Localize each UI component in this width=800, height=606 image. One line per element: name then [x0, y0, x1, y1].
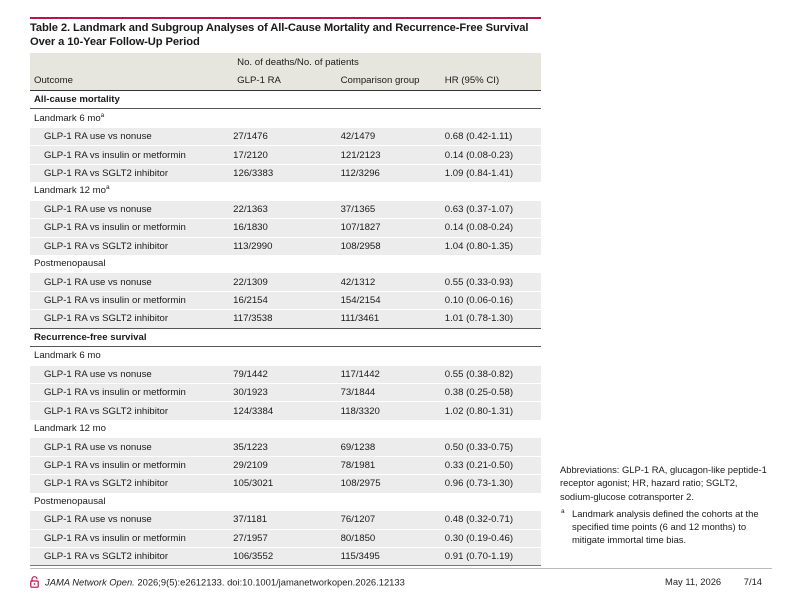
comparison-label: GLP-1 RA use vs nonuse — [30, 200, 233, 218]
comparison-label: GLP-1 RA vs insulin or metformin — [30, 456, 233, 474]
open-access-lock-icon — [30, 576, 39, 590]
comparison-label: GLP-1 RA vs SGLT2 inhibitor — [30, 475, 233, 493]
hazard-ratio-cell: 0.55 (0.38-0.82) — [445, 365, 541, 383]
table-title: Table 2. Landmark and Subgroup Analyses of All-Cause Mortality and Recurrence-Free Survival Over a 10-Year Follow-Up Period — [30, 22, 529, 48]
table-row — [30, 273, 541, 291]
hazard-ratio-cell: 0.63 (0.37-1.07) — [445, 200, 541, 218]
comparison-deaths-cell: 42/1312 — [341, 273, 445, 291]
comparison-deaths-cell: 108/2975 — [341, 475, 445, 493]
subgroup-label-text: Landmark 6 mo — [34, 350, 101, 362]
hazard-ratio-cell: 0.55 (0.33-0.93) — [445, 273, 541, 291]
publication-date: May 11, 2026 — [665, 576, 722, 587]
glp1-deaths-cell: 126/3383 — [233, 164, 340, 182]
comparison-label: GLP-1 RA vs insulin or metformin — [30, 529, 233, 547]
glp1-deaths-cell: 17/2120 — [233, 146, 340, 164]
glp1-deaths-cell: 27/1957 — [233, 529, 340, 547]
table-row — [30, 384, 541, 402]
table-row — [30, 547, 541, 565]
subgroup-header-row — [30, 182, 541, 200]
hazard-ratio-cell: 0.30 (0.19-0.46) — [445, 529, 541, 547]
comparison-label: GLP-1 RA use vs nonuse — [30, 273, 233, 291]
table-row — [30, 402, 541, 420]
table-notes — [560, 463, 772, 547]
hazard-ratio-cell: 0.38 (0.25-0.58) — [445, 384, 541, 402]
glp1-deaths-cell: 105/3021 — [233, 475, 340, 493]
hazard-ratio-cell: 0.96 (0.73-1.30) — [445, 475, 541, 493]
hazard-ratio-cell: 0.50 (0.33-0.75) — [445, 438, 541, 456]
comparison-label: GLP-1 RA vs SGLT2 inhibitor — [30, 237, 233, 255]
subgroup-header-row — [30, 347, 541, 365]
section-header-row — [30, 91, 541, 109]
column-header-comparison: Comparison group — [341, 70, 445, 91]
comparison-label: GLP-1 RA use vs nonuse — [30, 438, 233, 456]
glp1-deaths-cell: 37/1181 — [233, 511, 340, 529]
hazard-ratio-cell: 1.01 (0.78-1.30) — [445, 310, 541, 328]
table-row — [30, 164, 541, 182]
glp1-deaths-cell: 79/1442 — [233, 365, 340, 383]
hazard-ratio-cell: 0.68 (0.42-1.11) — [445, 127, 541, 145]
table-row — [30, 456, 541, 474]
footnote-a — [560, 507, 772, 547]
comparison-label: GLP-1 RA vs insulin or metformin — [30, 146, 233, 164]
comparison-label: GLP-1 RA use vs nonuse — [30, 511, 233, 529]
table-row — [30, 475, 541, 493]
deaths-patients-span-header: No. of deaths/No. of patients — [233, 53, 445, 70]
column-header-glp1: GLP-1 RA — [233, 70, 340, 91]
hazard-ratio-cell: 0.14 (0.08-0.23) — [445, 146, 541, 164]
subgroup-label-text: Landmark 6 mo — [34, 112, 101, 124]
subgroup-header-row — [30, 420, 541, 438]
title-accent-rule — [30, 17, 541, 19]
comparison-label: GLP-1 RA use vs nonuse — [30, 365, 233, 383]
comparison-deaths-cell: 108/2958 — [341, 237, 445, 255]
table-row — [30, 127, 541, 145]
comparison-deaths-cell: 154/2154 — [341, 291, 445, 309]
comparison-deaths-cell: 76/1207 — [341, 511, 445, 529]
footnote-superscript: a — [106, 184, 110, 192]
comparison-deaths-cell: 117/1442 — [341, 365, 445, 383]
comparison-deaths-cell: 107/1827 — [341, 219, 445, 237]
comparison-deaths-cell: 73/1844 — [341, 384, 445, 402]
page-footer — [30, 576, 772, 590]
subgroup-label — [30, 420, 541, 438]
comparison-deaths-cell: 80/1850 — [341, 529, 445, 547]
glp1-deaths-cell: 27/1476 — [233, 127, 340, 145]
comparison-deaths-cell: 112/3296 — [341, 164, 445, 182]
comparison-label: GLP-1 RA vs SGLT2 inhibitor — [30, 547, 233, 565]
glp1-deaths-cell: 106/3552 — [233, 547, 340, 565]
comparison-label: GLP-1 RA use vs nonuse — [30, 127, 233, 145]
subgroup-label-text: Postmenopausal — [34, 258, 106, 270]
comparison-label: GLP-1 RA vs SGLT2 inhibitor — [30, 310, 233, 328]
subgroup-label — [30, 347, 541, 365]
footnote-superscript: a — [100, 111, 105, 119]
subgroup-label — [30, 109, 541, 127]
subgroup-label — [30, 493, 541, 511]
journal-name: JAMA Network Open. — [45, 576, 135, 588]
hazard-ratio-cell: 1.09 (0.84-1.41) — [445, 164, 541, 182]
header-row-columns — [30, 70, 541, 91]
results-table — [30, 53, 541, 566]
subgroup-label-text: Postmenopausal — [34, 495, 106, 507]
glp1-deaths-cell: 124/3384 — [233, 402, 340, 420]
glp1-deaths-cell: 117/3538 — [233, 310, 340, 328]
glp1-deaths-cell: 22/1309 — [233, 273, 340, 291]
table-row — [30, 365, 541, 383]
comparison-label: GLP-1 RA vs SGLT2 inhibitor — [30, 164, 233, 182]
glp1-deaths-cell: 22/1363 — [233, 200, 340, 218]
hazard-ratio-cell: 0.33 (0.21-0.50) — [445, 456, 541, 474]
section-label: Recurrence-free survival — [30, 328, 541, 346]
table-row — [30, 310, 541, 328]
comparison-deaths-cell: 69/1238 — [341, 438, 445, 456]
subgroup-header-row — [30, 109, 541, 127]
glp1-deaths-cell: 35/1223 — [233, 438, 340, 456]
footnote-mark: a — [561, 507, 565, 515]
hazard-ratio-cell: 1.04 (0.80-1.35) — [445, 237, 541, 255]
table-row — [30, 219, 541, 237]
glp1-deaths-cell: 29/2109 — [233, 456, 340, 474]
subgroup-label-text: Landmark 12 mo — [34, 423, 106, 435]
glp1-deaths-cell: 16/2154 — [233, 291, 340, 309]
table-row — [30, 146, 541, 164]
hazard-ratio-cell: 0.48 (0.32-0.71) — [445, 511, 541, 529]
table-row — [30, 200, 541, 218]
section-header-row — [30, 328, 541, 346]
comparison-deaths-cell: 78/1981 — [341, 456, 445, 474]
footer-right — [645, 576, 762, 587]
hazard-ratio-cell: 0.14 (0.08-0.24) — [445, 219, 541, 237]
comparison-label: GLP-1 RA vs insulin or metformin — [30, 291, 233, 309]
comparison-label: GLP-1 RA vs insulin or metformin — [30, 384, 233, 402]
comparison-deaths-cell: 42/1479 — [341, 127, 445, 145]
hazard-ratio-cell: 0.91 (0.70-1.19) — [445, 547, 541, 565]
hazard-ratio-cell: 0.10 (0.06-0.16) — [445, 291, 541, 309]
table-row — [30, 291, 541, 309]
abbreviations-note: Abbreviations: GLP-1 RA, glucagon-like peptide-1 receptor agonist; HR, hazard ratio; SGLT2, sodium-glucose cotransporter 2. — [560, 464, 767, 502]
subgroup-label — [30, 182, 541, 200]
citation: 2026;9(5):e2612133. doi:10.1001/jamanetworkopen.2026.12133 — [137, 576, 405, 588]
comparison-deaths-cell: 111/3461 — [341, 310, 445, 328]
header-row-span — [30, 53, 541, 70]
comparison-deaths-cell: 121/2123 — [341, 146, 445, 164]
comparison-deaths-cell: 115/3495 — [341, 547, 445, 565]
comparison-deaths-cell: 118/3320 — [341, 402, 445, 420]
column-header-outcome: Outcome — [30, 70, 233, 91]
comparison-label: GLP-1 RA vs SGLT2 inhibitor — [30, 402, 233, 420]
glp1-deaths-cell: 30/1923 — [233, 384, 340, 402]
comparison-deaths-cell: 37/1365 — [341, 200, 445, 218]
glp1-deaths-cell: 113/2990 — [233, 237, 340, 255]
footnote-text: Landmark analysis defined the cohorts at the specified time points (6 and 12 months) to mitigate immortal time bias. — [572, 507, 759, 546]
footer-rule — [30, 568, 772, 569]
table-row — [30, 511, 541, 529]
subgroup-label — [30, 255, 541, 273]
column-header-hr: HR (95% CI) — [445, 70, 541, 91]
table-row — [30, 529, 541, 547]
section-label: All-cause mortality — [30, 91, 541, 109]
comparison-label: GLP-1 RA vs insulin or metformin — [30, 219, 233, 237]
table-row — [30, 438, 541, 456]
page-number: 7/14 — [743, 576, 762, 587]
subgroup-label-text: Landmark 12 mo — [34, 185, 106, 197]
subgroup-header-row — [30, 493, 541, 511]
hazard-ratio-cell: 1.02 (0.80-1.31) — [445, 402, 541, 420]
table-row — [30, 237, 541, 255]
glp1-deaths-cell: 16/1830 — [233, 219, 340, 237]
subgroup-header-row — [30, 255, 541, 273]
